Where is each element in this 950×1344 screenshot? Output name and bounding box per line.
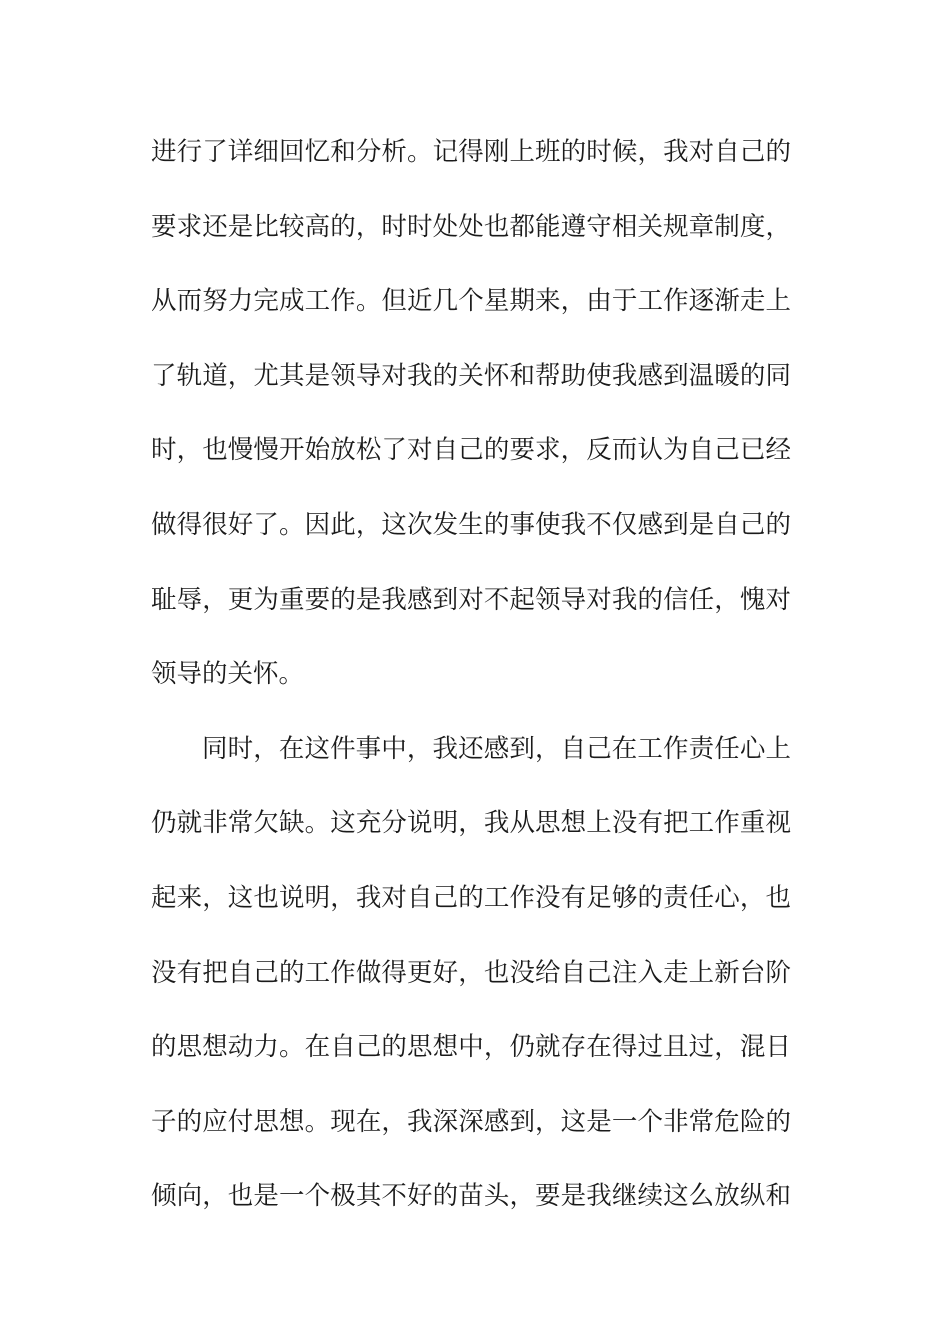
text-line: 耻辱，更为重要的是我感到对不起领导对我的信任，愧对 <box>151 584 791 615</box>
paragraph-1 <box>151 123 791 720</box>
text-line: 没有把自己的工作做得更好，也没给自己注入走上新台阶 <box>151 957 791 988</box>
text-line: 从而努力完成工作。但近几个星期来，由于工作逐渐走上 <box>151 286 791 317</box>
text-line: 子的应付思想。现在，我深深感到，这是一个非常危险的 <box>151 1106 791 1137</box>
text-line: 的思想动力。在自己的思想中，仍就存在得过且过，混日 <box>151 1032 791 1063</box>
text-line: 仍就非常欠缺。这充分说明，我从思想上没有把工作重视 <box>151 808 791 839</box>
text-line: 起来，这也说明，我对自己的工作没有足够的责任心，也 <box>151 882 791 913</box>
text-line: 了轨道，尤其是领导对我的关怀和帮助使我感到温暖的同 <box>151 360 791 391</box>
text-line: 做得很好了。因此，这次发生的事使我不仅感到是自己的 <box>151 509 791 540</box>
text-line: 时，也慢慢开始放松了对自己的要求，反而认为自己已经 <box>151 435 791 466</box>
text-line: 同时，在这件事中，我还感到，自己在工作责任心上 <box>202 733 791 764</box>
paragraph-2 <box>151 720 791 1242</box>
text-line: 要求还是比较高的，时时处处也都能遵守相关规章制度， <box>151 211 791 242</box>
text-line: 领导的关怀。 <box>151 659 305 690</box>
text-line: 进行了详细回忆和分析。记得刚上班的时候，我对自己的 <box>151 137 791 167</box>
text-line: 倾向，也是一个极其不好的苗头，要是我继续这么放纵和 <box>151 1181 791 1212</box>
document-body <box>151 123 791 1242</box>
